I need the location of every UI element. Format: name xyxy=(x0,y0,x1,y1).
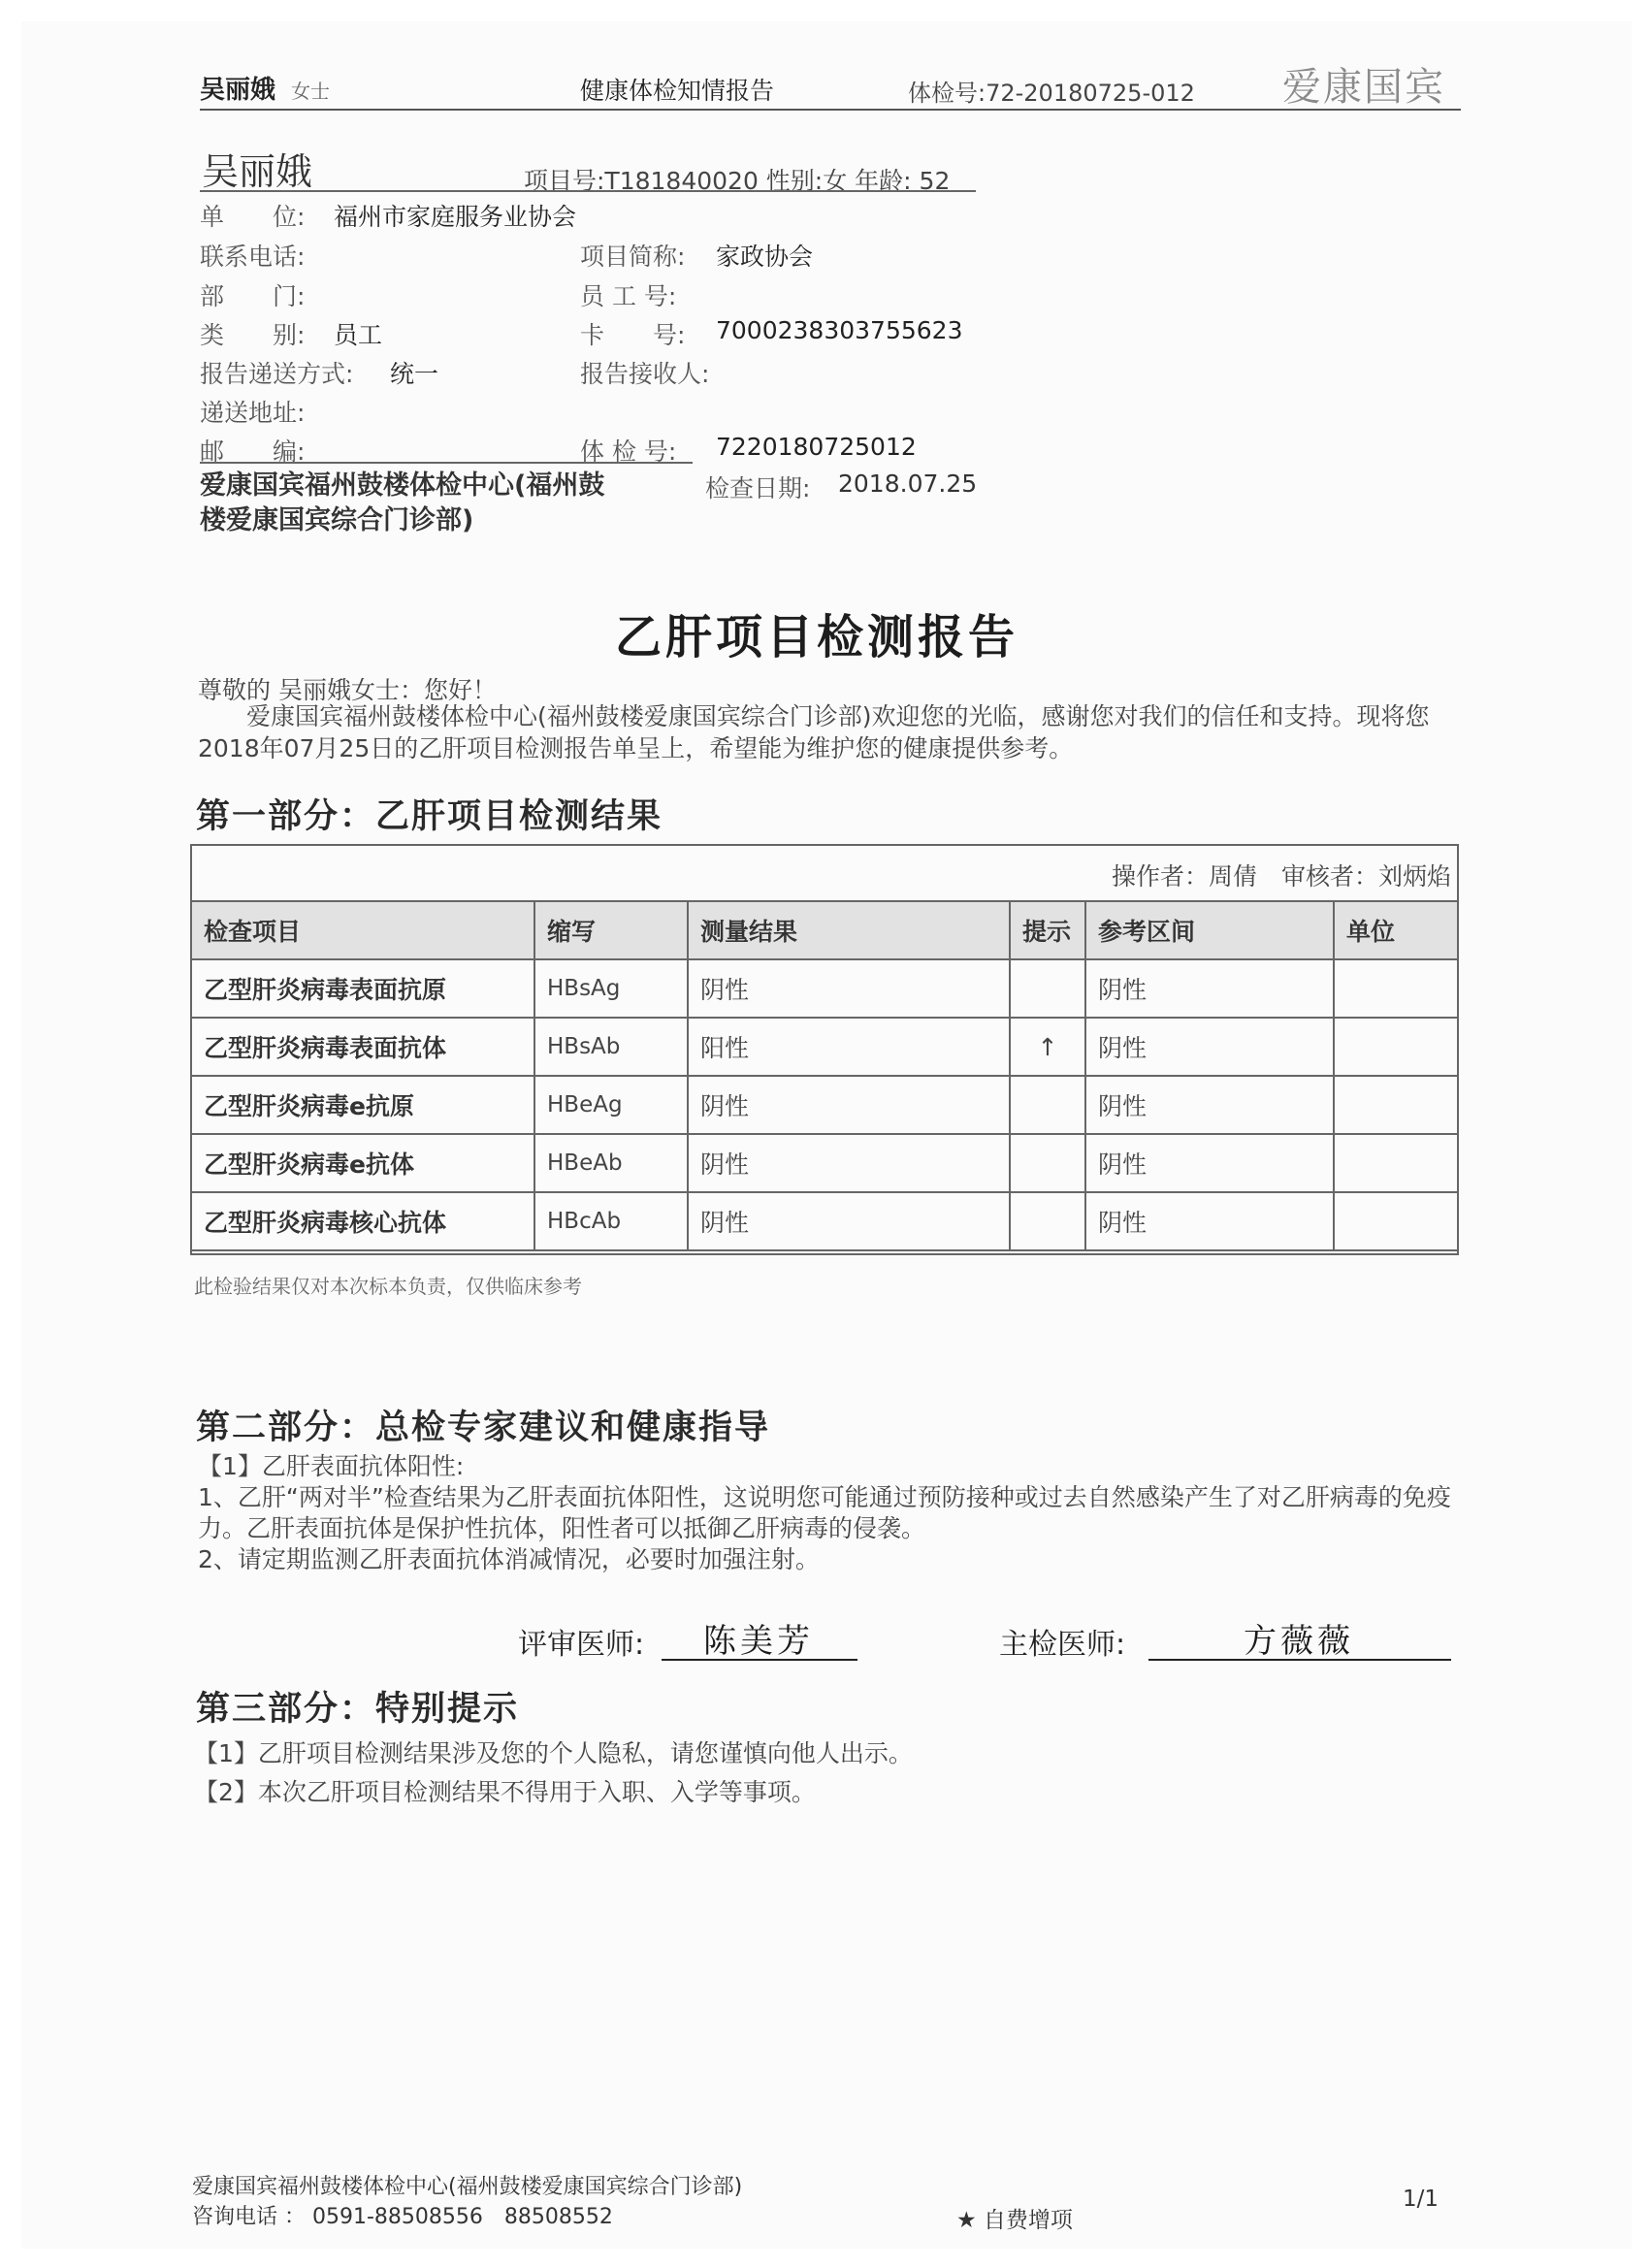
operator-reviewer: 操作者：周倩 审核者：刘炳焰 xyxy=(1111,862,1451,891)
header-title-suffix: 女士 xyxy=(291,80,330,103)
greeting: 尊敬的 吴丽娥女士：您好！ xyxy=(198,676,497,704)
cell-item: 乙型肝炎病毒e抗体 xyxy=(191,1134,534,1192)
cell-flag xyxy=(1010,1192,1085,1250)
cell-reference: 阴性 xyxy=(1085,1134,1334,1192)
cell-abbr: HBeAg xyxy=(534,1076,688,1134)
exam-no-value: 7220180725012 xyxy=(716,433,917,461)
advice-line-2: 2、请定期监测乙肝表面抗体消减情况，必要时加强注射。 xyxy=(198,1545,820,1573)
unit-label: 单 位: xyxy=(200,203,306,231)
advice-line-1: 1、乙肝“两对半”检查结果为乙肝表面抗体阳性，这说明您可能通过预防接种或过去自然感染产生了对乙肝病毒的免疫力。乙肝表面抗体是保护性抗体，阳性者可以抵御乙肝病毒的侵袭。 xyxy=(198,1483,1451,1542)
cell-reference: 阴性 xyxy=(1085,1192,1334,1250)
col-unit: 单位 xyxy=(1334,901,1458,959)
header-patient-name: 吴丽娥 xyxy=(200,76,276,105)
category-label: 类 别: xyxy=(200,321,306,349)
card-value: 7000238303755623 xyxy=(716,316,963,344)
table-row xyxy=(191,959,1458,1018)
cell-result: 阴性 xyxy=(688,959,1010,1018)
header-exam-no-value: :72-20180725-012 xyxy=(978,80,1195,107)
results-table xyxy=(190,900,1459,1251)
table-header-row xyxy=(191,901,1458,959)
dept-label: 部 门: xyxy=(200,282,306,310)
results-table-frame xyxy=(190,844,1459,1255)
cell-item: 乙型肝炎病毒表面抗体 xyxy=(191,1018,534,1076)
part1-title: 第一部分：乙肝项目检测结果 xyxy=(196,796,663,836)
cell-unit xyxy=(1334,1076,1458,1134)
cell-item: 乙型肝炎病毒表面抗原 xyxy=(191,959,534,1018)
footer-phone: 咨询电话 ： 0591-88508556 88508552 xyxy=(192,2205,613,2229)
cell-abbr: HBsAb xyxy=(534,1018,688,1076)
reviewer-signature: 陈美芳 xyxy=(703,1622,814,1661)
special-tip-1: 【1】乙肝项目检测结果涉及您的个人隐私，请您谨慎向他人出示。 xyxy=(194,1739,913,1767)
cell-unit xyxy=(1334,959,1458,1018)
delivery-value: 统一 xyxy=(390,360,439,388)
table-row xyxy=(191,1018,1458,1076)
exam-date-label: 检查日期: xyxy=(705,474,811,502)
chief-sign-line xyxy=(1148,1659,1451,1661)
part3-title: 第三部分：特别提示 xyxy=(196,1689,520,1729)
cell-flag xyxy=(1010,959,1085,1018)
receiver-label: 报告接收人: xyxy=(580,360,710,388)
cell-item: 乙型肝炎病毒e抗原 xyxy=(191,1076,534,1134)
name-divider xyxy=(200,190,976,192)
cell-reference: 阴性 xyxy=(1085,959,1334,1018)
page-number: 1/1 xyxy=(1403,2187,1439,2212)
header-exam-number xyxy=(908,74,1195,108)
cell-flag-up-arrow-icon: ↑ xyxy=(1010,1018,1085,1076)
phone-label: 联系电话: xyxy=(200,243,306,271)
part2-title: 第二部分：总检专家建议和健康指导 xyxy=(196,1408,771,1447)
org-divider xyxy=(200,462,693,464)
reviewer-sign-line xyxy=(662,1659,857,1661)
cell-abbr: HBsAg xyxy=(534,959,688,1018)
address-label: 递送地址: xyxy=(200,399,306,427)
cell-unit xyxy=(1334,1192,1458,1250)
col-reference: 参考区间 xyxy=(1085,901,1334,959)
project-short-value: 家政协会 xyxy=(716,243,814,271)
result-disclaimer: 此检验结果仅对本次标本负责，仅供临床参考 xyxy=(194,1275,582,1298)
cell-abbr: HBcAb xyxy=(534,1192,688,1250)
col-abbr: 缩写 xyxy=(534,901,688,959)
unit-value: 福州市家庭服务业协会 xyxy=(334,203,577,231)
advice-heading: 【1】乙肝表面抗体阳性: xyxy=(198,1452,465,1480)
cell-result: 阴性 xyxy=(688,1076,1010,1134)
table-row xyxy=(191,1134,1458,1192)
cell-flag xyxy=(1010,1134,1085,1192)
special-tip-2: 【2】本次乙肝项目检测结果不得用于入职、入学等事项。 xyxy=(194,1778,816,1806)
chief-label: 主检医师: xyxy=(999,1628,1126,1662)
zip-label: 邮 编: xyxy=(200,437,306,466)
patient-name: 吴丽娥 xyxy=(202,150,313,193)
brand-logo: 爱康国宾 xyxy=(1282,65,1445,110)
cell-item: 乙型肝炎病毒核心抗体 xyxy=(191,1192,534,1250)
self-pay-note: ★ 自费增项 xyxy=(956,2208,1073,2233)
delivery-label: 报告递送方式: xyxy=(200,360,354,388)
col-result: 测量结果 xyxy=(688,901,1010,959)
table-row xyxy=(191,1076,1458,1134)
table-row xyxy=(191,1192,1458,1250)
cell-unit xyxy=(1334,1018,1458,1076)
header-divider xyxy=(200,109,1461,111)
cell-result: 阴性 xyxy=(688,1134,1010,1192)
footer-center-name: 爱康国宾福州鼓楼体检中心(福州鼓楼爱康国宾综合门诊部) xyxy=(192,2175,743,2199)
card-label: 卡 号: xyxy=(580,321,686,349)
cell-unit xyxy=(1334,1134,1458,1192)
project-short-label: 项目简称: xyxy=(580,243,686,271)
exam-date-value: 2018.07.25 xyxy=(838,470,978,498)
header-report-name: 健康体检知情报告 xyxy=(580,77,775,105)
cell-result: 阳性 xyxy=(688,1018,1010,1076)
cell-flag xyxy=(1010,1076,1085,1134)
header-exam-no-label: 体检号 xyxy=(908,80,978,107)
category-value: 员工 xyxy=(334,321,383,349)
organization-name: 爱康国宾福州鼓楼体检中心(福州鼓楼爱康国宾综合门诊部) xyxy=(200,470,605,535)
chief-signature: 方薇薇 xyxy=(1244,1622,1354,1661)
col-flag: 提示 xyxy=(1010,901,1085,959)
cell-reference: 阴性 xyxy=(1085,1076,1334,1134)
employee-no-label: 员 工 号: xyxy=(580,282,677,310)
project-info-line: 项目号:T181840020 性别:女 年龄: 52 xyxy=(524,167,951,195)
report-title: 乙肝项目检测报告 xyxy=(615,610,1019,664)
intro-paragraph: 爱康国宾福州鼓楼体检中心(福州鼓楼爱康国宾综合门诊部)欢迎您的光临，感谢您对我们的信任和支持。现将您2018年07月25日的乙肝项目检测报告单呈上，希望能为维护您的健康提供参考。 xyxy=(198,702,1430,762)
cell-reference: 阴性 xyxy=(1085,1018,1334,1076)
cell-result: 阴性 xyxy=(688,1192,1010,1250)
reviewer-label: 评审医师: xyxy=(518,1628,645,1662)
cell-abbr: HBeAb xyxy=(534,1134,688,1192)
col-item: 检查项目 xyxy=(191,901,534,959)
exam-no-label: 体 检 号: xyxy=(580,437,677,466)
